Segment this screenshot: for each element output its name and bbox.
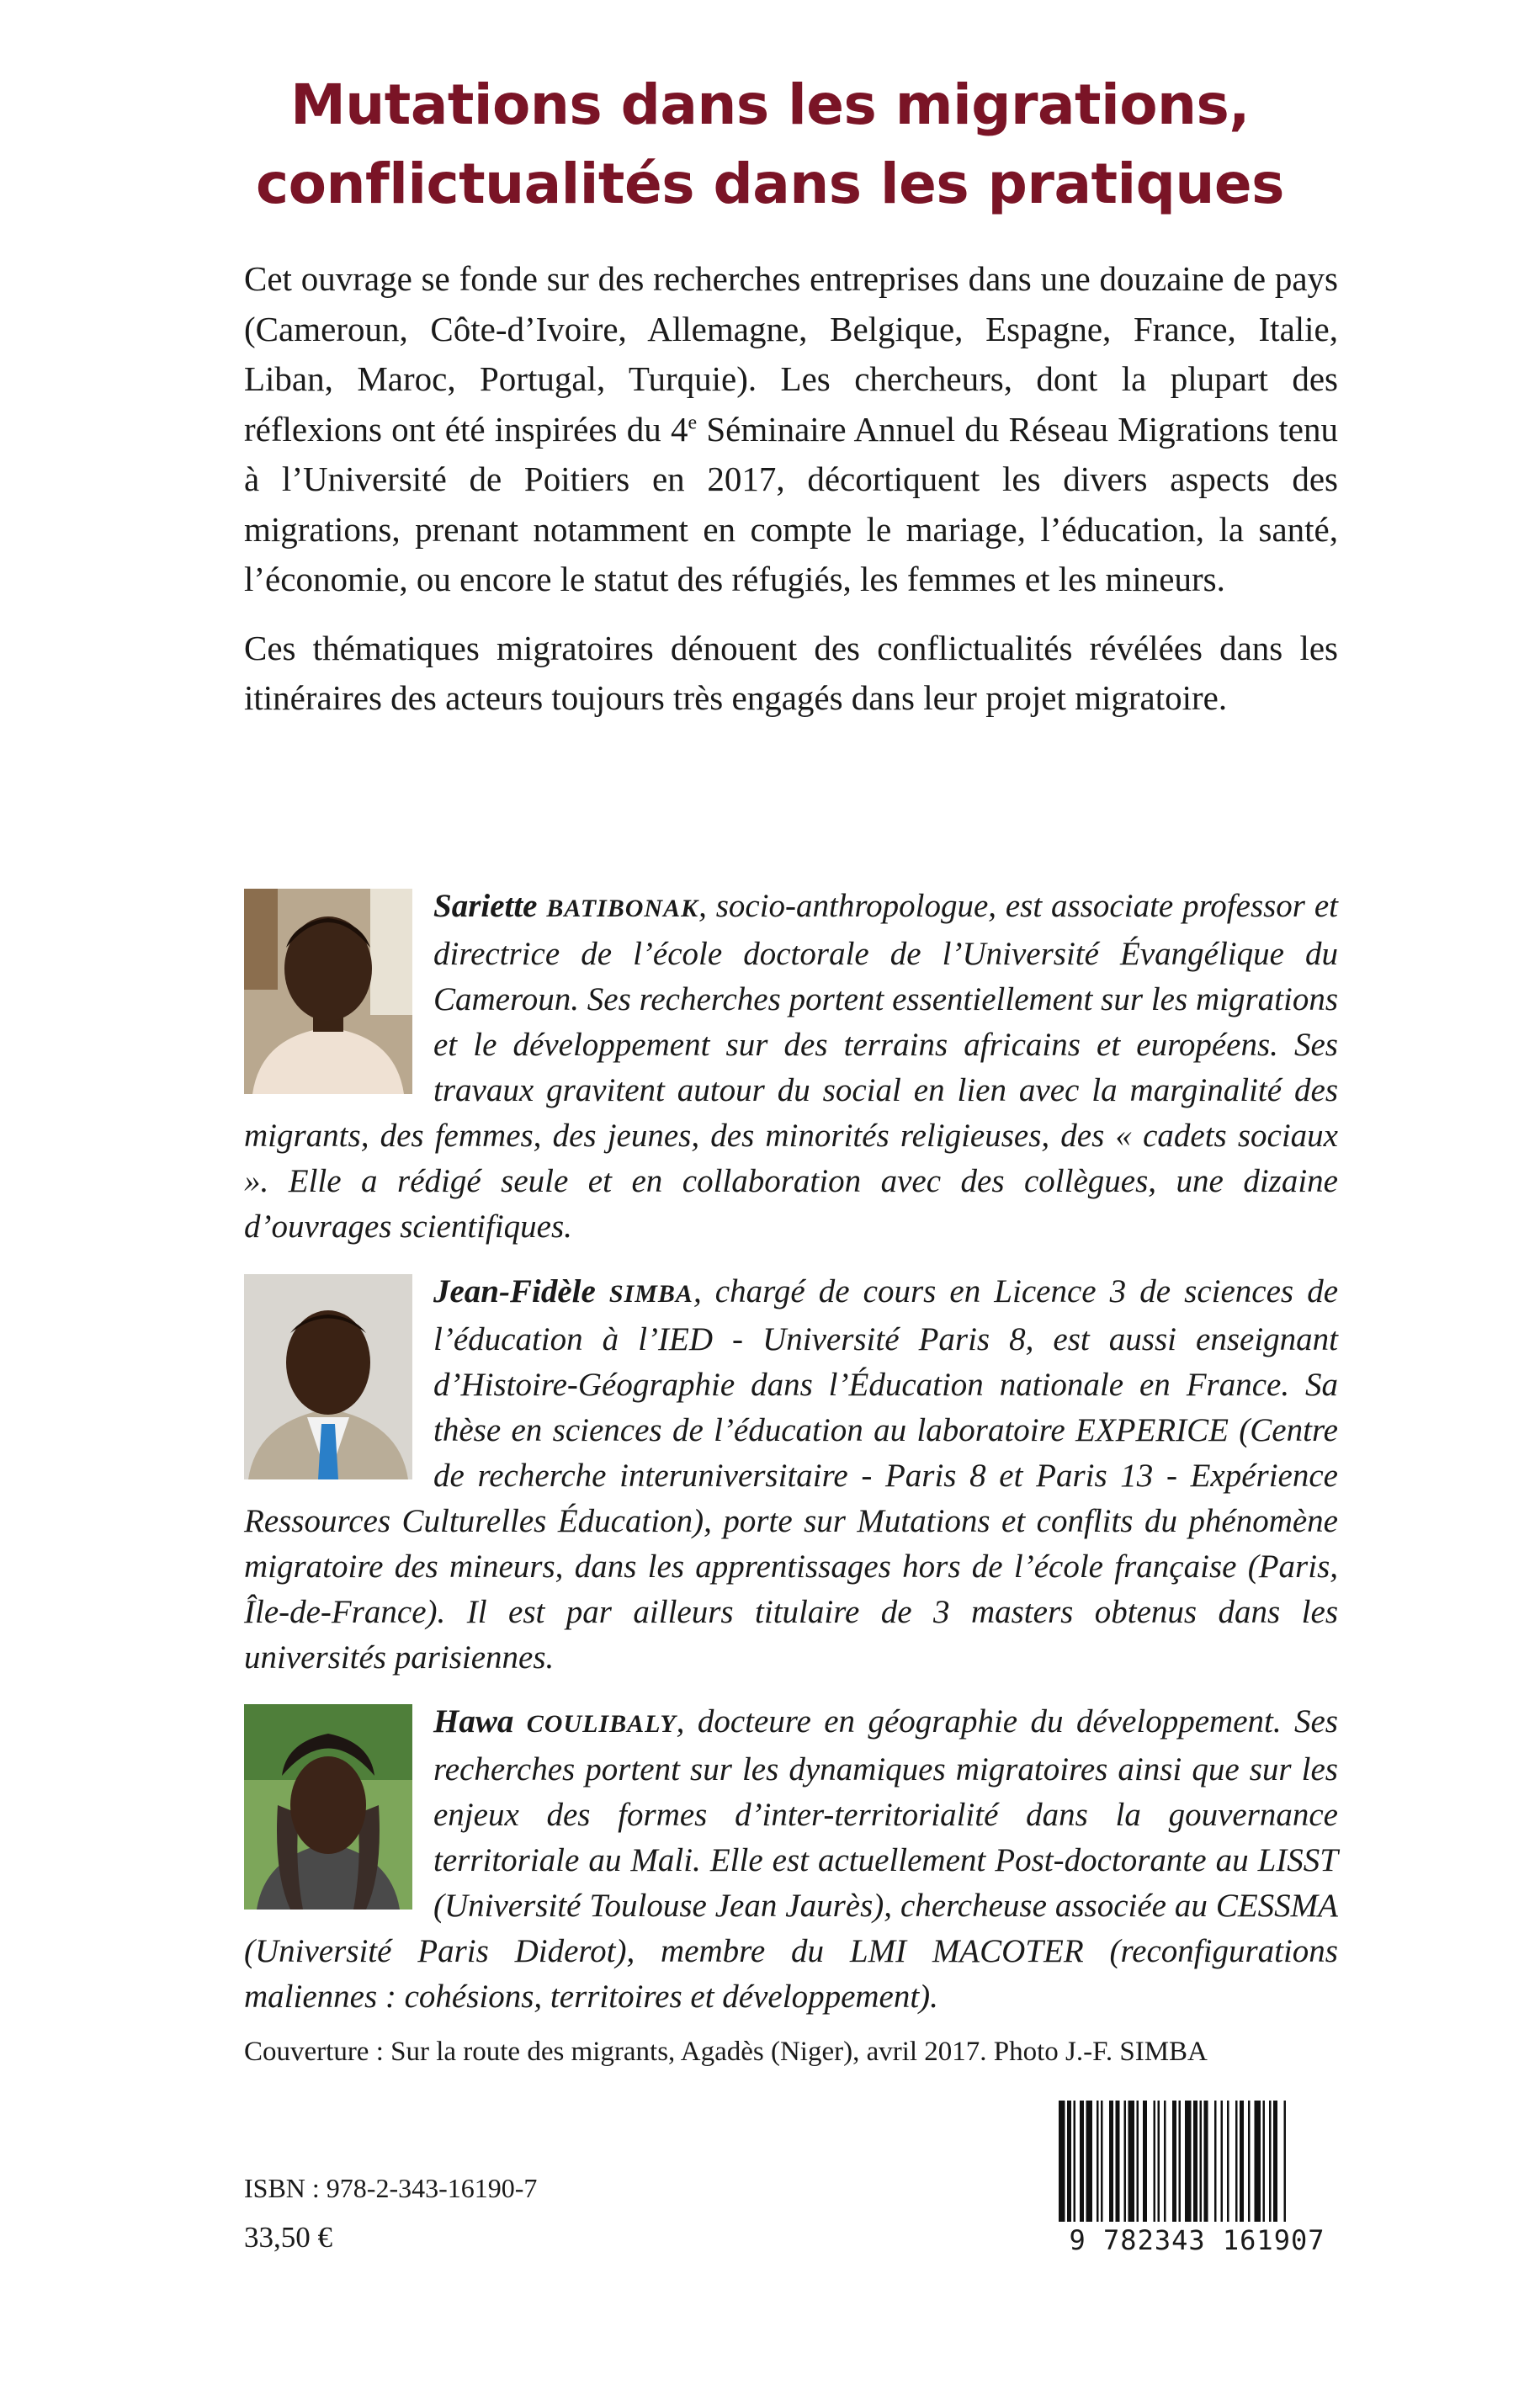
book-title xyxy=(0,66,1540,224)
author-photo-coulibaly xyxy=(244,1704,412,1910)
summary-paragraph-1 xyxy=(244,254,1338,605)
book-summary xyxy=(244,254,1338,742)
author-bio-text: , socio-anthropologue, est associate professor et directrice de l’école doctorale de l’Université Évangélique du Cameroun. Ses recherches portent essentiellement sur les migrations et le développement sur des terrains africains et européens. Ses travaux gravitent autour du social en lien avec la marginalité des migrants, des femmes, des jeunes, des minorités religieuses, des « cadets sociaux ». Elle a rédigé seule et en collaboration avec des collègues, une dizaine d’ouvrages scientifiques. xyxy=(244,888,1339,1245)
author-bio-text: , docteure en géographie du développement. Ses recherches portent sur les dynamiques migratoires ainsi que sur les enjeux des formes d’inter-territorialité dans la gouvernance territoriale au Mali. Elle est actuellement Post-doctorante au LISST (Université Toulouse Jean Jaurès), chercheuse associée au CESSMA (Université Paris Diderot), membre du LMI MACOTER (reconfigurations maliennes : cohésions, territoires et développement). xyxy=(244,1703,1338,2015)
portrait-image xyxy=(244,1704,412,1910)
portrait-image xyxy=(244,1274,412,1479)
price: 33,50 € xyxy=(244,2221,332,2254)
summary-text: Cet ouvrage se fonde sur des recherches entreprises dans une douzaine de pays (Cameroun, Côte-d’Ivoire, Allemagne, Belgique, Espagne, France, Italie, Liban, Maroc, Portugal, Turquie). Les chercheurs, dont la plupart des réflexions ont été inspirées du 4 xyxy=(244,259,1338,449)
summary-paragraph-2: Ces thématiques migratoires dénouent des conflictualités révélées dans les itinéraires des acteurs toujours très engagés dans leur projet migratoire. xyxy=(244,628,1338,717)
author-bio-text: , chargé de cours en Licence 3 de sciences de l’éducation à l’IED - Université Paris 8, est aussi enseignant d’Histoire-Géographie dans l’Éducation nationale en France. Sa thèse en sciences de l’éducation au laboratoire EXPERICE (Centre de recherche interuniversitaire - Paris 8 et Paris 13 - Expérience Ressources Culturelles Éducation), porte sur Mutations et conflits du phénomène migratoire des mineurs, dans les apprentissages hors de l’école française (Paris, Île-de-France). Il est par ailleurs titulaire de 3 masters obtenus dans les universités parisiennes. xyxy=(244,1273,1338,1676)
author-last-name: BATIBONAK xyxy=(546,895,699,922)
portrait-image xyxy=(244,889,412,1094)
author-photo-simba xyxy=(244,1274,412,1479)
author-first-name: Sariette xyxy=(433,888,547,924)
author-first-name: Hawa xyxy=(433,1703,527,1740)
author-bio-1 xyxy=(244,884,1338,1250)
isbn: ISBN : 978-2-343-16190-7 xyxy=(244,2173,538,2203)
title-line-1: Mutations dans les migrations, xyxy=(290,72,1250,137)
title-line-2: conflictualités dans les pratiques xyxy=(256,151,1284,216)
author-last-name: SIMBA xyxy=(608,1280,693,1308)
author-last-name: COULIBALY xyxy=(526,1710,677,1738)
author-photo-batibonak xyxy=(244,889,412,1094)
ordinal-superscript: e xyxy=(688,411,698,433)
author-first-name: Jean-Fidèle xyxy=(433,1273,609,1309)
barcode-digits: 9 782343 161907 xyxy=(1052,2222,1342,2259)
summary-text: Séminaire Annuel du Réseau Migrations tenu à l’Université de Poitiers en 2017, décortiquent les divers aspects des migrations, prenant notamment en compte le mariage, l’éducation, la santé, l’économie, ou encore le statut des réfugiés, les femmes et les mineurs. xyxy=(244,409,1338,598)
author-name-simba xyxy=(433,1273,693,1309)
author-bio-3 xyxy=(244,1699,1338,2020)
cover-credit: Couverture : Sur la route des migrants, Agadès (Niger), avril 2017. Photo J.-F. SIMBA xyxy=(244,2037,1208,2067)
author-name-batibonak xyxy=(433,888,698,924)
author-bio-2 xyxy=(244,1269,1338,1681)
author-name-coulibaly xyxy=(433,1703,677,1740)
barcode-bars xyxy=(1052,2101,1342,2227)
